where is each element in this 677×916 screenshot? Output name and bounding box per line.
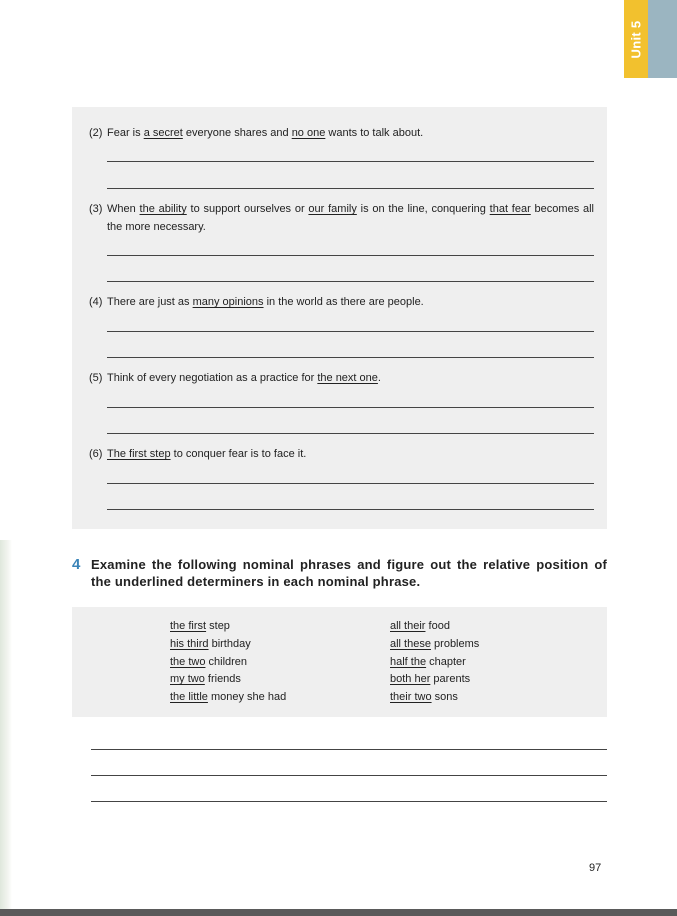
- phrase-head: parents: [430, 673, 471, 686]
- phrase-head: problems: [430, 637, 480, 650]
- answer-line[interactable]: [91, 801, 607, 802]
- exercise-item: [89, 200, 594, 236]
- section-4: [72, 556, 607, 590]
- sentence-text: to support ourselves or: [186, 203, 309, 215]
- left-margin-shade: [0, 540, 12, 910]
- underlined-determiner: the first: [170, 620, 207, 632]
- nominal-phrase: [390, 636, 479, 654]
- underlined-phrase: our family: [308, 203, 357, 215]
- item-text: [107, 200, 594, 236]
- sentence-text: to conquer fear is to face it.: [170, 448, 307, 460]
- phrase-head: money she had: [207, 691, 287, 704]
- exercise-item: [89, 124, 594, 142]
- answer-line[interactable]: [107, 161, 594, 162]
- answer-line[interactable]: [107, 188, 594, 189]
- nominal-phrase: [390, 689, 479, 707]
- underlined-phrase: The first step: [107, 448, 171, 460]
- nominal-phrase: [390, 671, 479, 689]
- phrase-head: birthday: [208, 637, 251, 650]
- bottom-bar: [0, 909, 677, 916]
- answer-line[interactable]: [107, 281, 594, 282]
- underlined-phrase: many opinions: [192, 296, 264, 308]
- item-number: (4): [89, 296, 103, 308]
- answer-line[interactable]: [107, 407, 594, 408]
- answer-line[interactable]: [107, 357, 594, 358]
- item-text: [107, 124, 594, 142]
- underlined-determiner: the little: [170, 691, 208, 704]
- nominal-phrase: [390, 618, 479, 636]
- sentence-text: wants to talk about.: [325, 127, 424, 139]
- nominal-phrase: [170, 671, 286, 689]
- sentence-text: .: [377, 372, 381, 384]
- underlined-determiner: both her: [390, 673, 431, 686]
- sentence-text: Think of every negotiation as a practice for: [107, 372, 318, 384]
- underlined-determiner: all their: [390, 620, 426, 632]
- phrase-panel: [72, 607, 607, 717]
- item-number: (5): [89, 372, 103, 384]
- nominal-phrase: [170, 636, 286, 654]
- section-instruction: Examine the following nominal phrases and figure out the relative position of the underlined determiners in each nominal phrase.: [91, 557, 607, 589]
- phrase-head: step: [206, 620, 230, 632]
- phrase-column-left: [170, 618, 286, 707]
- item-number: (3): [89, 203, 103, 215]
- item-number: (6): [89, 448, 103, 460]
- answer-line[interactable]: [91, 749, 607, 750]
- nominal-phrase: [390, 654, 479, 672]
- underlined-phrase: the ability: [139, 203, 187, 215]
- sentence-text: everyone shares and: [182, 127, 292, 139]
- answer-line[interactable]: [107, 509, 594, 510]
- sentence-text: in the world as there are people.: [263, 296, 424, 308]
- answer-line[interactable]: [107, 255, 594, 256]
- exercise-item: [89, 293, 594, 311]
- phrase-head: sons: [431, 691, 458, 704]
- underlined-determiner: all these: [390, 637, 431, 650]
- exercise-panel: [72, 107, 607, 529]
- item-text: [107, 293, 594, 311]
- phrase-head: friends: [204, 673, 241, 686]
- sentence-text: becomes all the more necessary.: [107, 203, 594, 233]
- answer-line[interactable]: [91, 775, 607, 776]
- exercise-item: [89, 445, 594, 463]
- underlined-phrase: no one: [291, 127, 326, 139]
- nominal-phrase: [170, 654, 286, 672]
- answer-line[interactable]: [107, 331, 594, 332]
- section-number: 4: [72, 556, 81, 573]
- item-number: (2): [89, 127, 103, 139]
- item-text: [107, 369, 594, 387]
- phrase-column-right: [390, 618, 479, 707]
- underlined-determiner: my two: [170, 673, 205, 686]
- unit-tab-accent: [648, 0, 677, 78]
- nominal-phrase: [170, 689, 286, 707]
- page-number: 97: [589, 862, 602, 874]
- sentence-text: Fear is: [107, 127, 144, 139]
- phrase-head: chapter: [426, 655, 466, 668]
- sentence-text: There are just as: [107, 296, 193, 308]
- unit-tab-label-box: [624, 0, 648, 78]
- sentence-text: When: [107, 203, 140, 215]
- phrase-head: food: [425, 620, 450, 632]
- underlined-phrase: the next one: [317, 372, 378, 384]
- underlined-determiner: their two: [390, 691, 432, 704]
- unit-tab-label: Unit 5: [628, 20, 644, 58]
- item-text: [107, 445, 594, 463]
- phrase-head: children: [205, 655, 248, 668]
- answer-line[interactable]: [107, 433, 594, 434]
- sentence-text: is on the line, conquering: [356, 203, 490, 215]
- underlined-phrase: a secret: [143, 127, 183, 139]
- underlined-determiner: his third: [170, 637, 209, 650]
- underlined-phrase: that fear: [489, 203, 531, 215]
- underlined-determiner: half the: [390, 655, 427, 668]
- nominal-phrase: [170, 618, 286, 636]
- underlined-determiner: the two: [170, 655, 206, 668]
- exercise-item: [89, 369, 594, 387]
- answer-line[interactable]: [107, 483, 594, 484]
